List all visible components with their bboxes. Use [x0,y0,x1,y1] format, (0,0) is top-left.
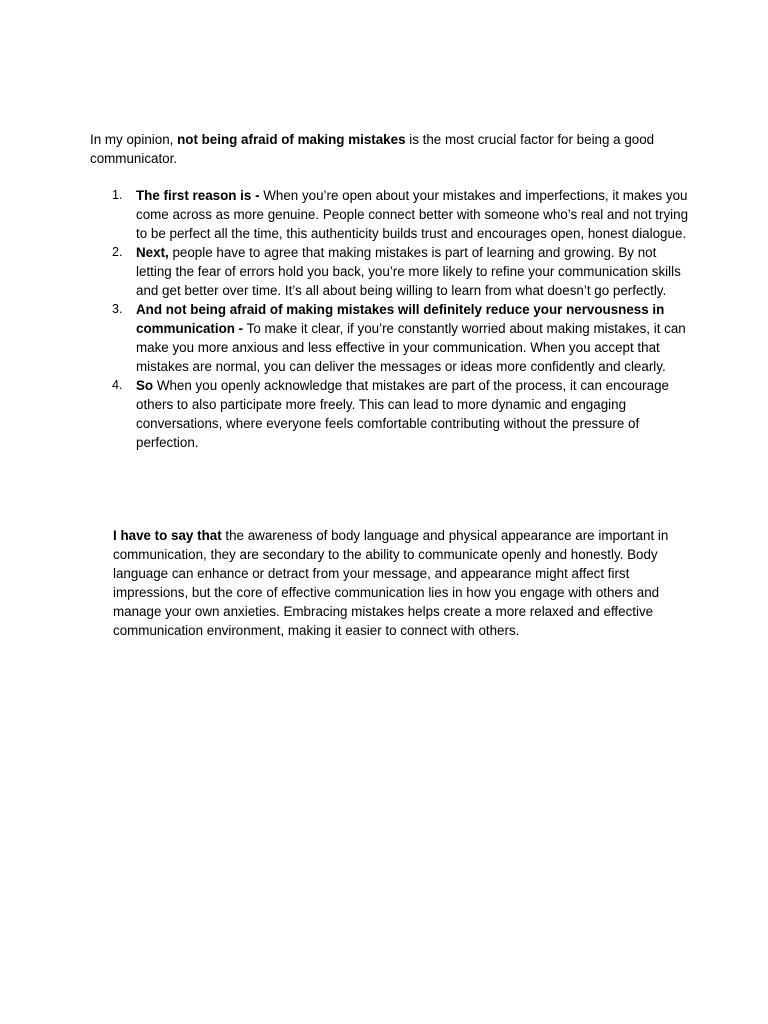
list-item [90,376,690,452]
intro-bold-phrase: not being afraid of making mistakes [177,132,406,147]
list-item-text: people have to agree that making mistakes is part of learning and growing. By not letting the fear of errors hold you back, you’re more likely to refine your communication skills and get better over time. It’s all about being willing to learn from what doesn’t go perfectly. [136,245,681,298]
reasons-list [90,186,690,452]
list-item-number: 1. [112,188,123,202]
list-item-number: 3. [112,302,123,316]
list-item-text: To make it clear, if you’re constantly worried about making mistakes, it can make you more anxious and less effective in your communication. When you accept that mistakes are normal, you can deliver the messages or ideas more confidently and clearly. [136,321,686,374]
list-item [90,300,690,376]
intro-paragraph [90,130,680,168]
list-item-number: 4. [112,378,123,392]
conclusion-text: the awareness of body language and physical appearance are important in communication, they are secondary to the ability to communicate openly and honestly. Body language can enhance or detract from your message, and appearance might affect first impressions, but the core of effective communication lies in how you engage with others and manage your own anxieties. Embracing mistakes helps create a more relaxed and effective communication environment, making it easier to connect with others. [113,528,669,638]
conclusion-bold-phrase: I have to say that [113,528,222,543]
list-item-lead: And not being afraid of making mistakes will definitely reduce your nervousness in communication - [136,302,665,336]
list-item-text: When you’re open about your mistakes and imperfections, it makes you come across as more genuine. People connect better with someone who’s real and not trying to be perfect all the time, this authenticity builds trust and encourages open, honest dialogue. [136,188,689,241]
intro-text-before: In my opinion, [90,132,178,147]
conclusion-paragraph [113,526,678,640]
list-item [90,243,690,300]
intro-text-after: is the most crucial factor for being a good communicator. [90,132,655,166]
list-item-lead: So [136,378,154,393]
list-item [90,186,690,243]
list-item-lead: The first reason is - [136,188,260,203]
list-item-text: When you openly acknowledge that mistakes are part of the process, it can encourage others to also participate more freely. This can lead to more dynamic and engaging conversations, where everyone feels comfortable contributing without the pressure of perfection. [136,378,669,450]
list-item-number: 2. [112,245,123,259]
list-item-lead: Next, [136,245,169,260]
